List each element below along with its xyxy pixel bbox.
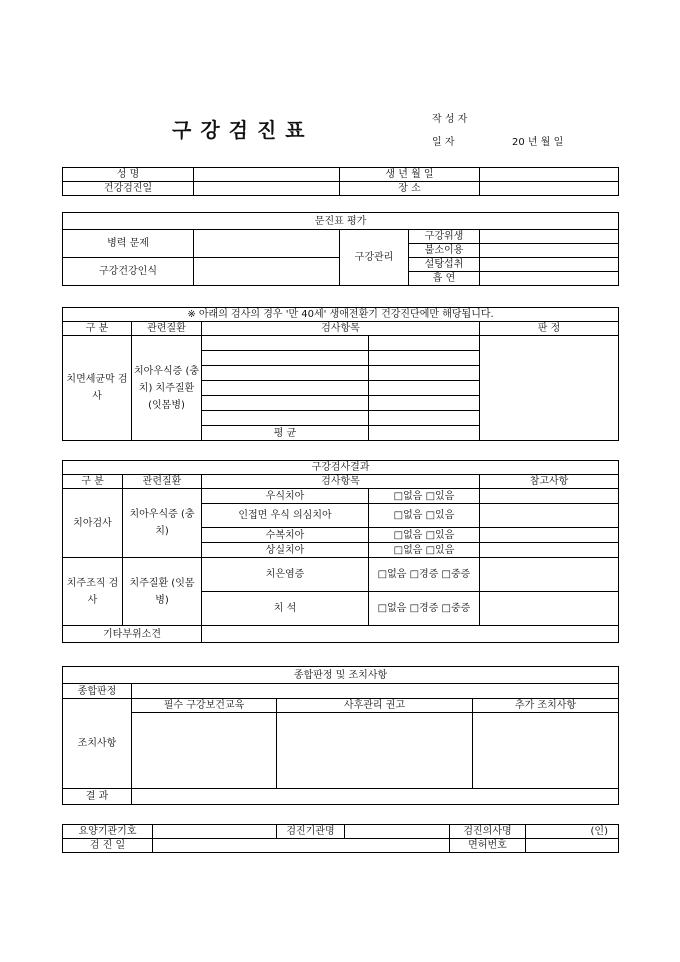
item-cell[interactable] (202, 396, 369, 411)
oral-care-field[interactable] (480, 230, 619, 244)
result-field[interactable] (132, 789, 619, 805)
item-cell[interactable] (202, 336, 369, 351)
result-item: 상실치아 (202, 543, 369, 558)
result-options[interactable]: □없음 □있음 (369, 543, 480, 558)
additional-field[interactable] (473, 713, 619, 789)
exam-day-label: 검 진 일 (63, 839, 153, 853)
result-options[interactable]: □없음 □있음 (369, 504, 480, 528)
reference-field[interactable] (480, 592, 619, 626)
col-education: 필수 구강보건교육 (132, 699, 277, 713)
awareness-field[interactable] (194, 258, 340, 286)
doctor-seal[interactable]: (인) (526, 825, 619, 839)
item-cell[interactable] (369, 381, 480, 396)
name-label: 성 명 (63, 168, 194, 182)
exam-date-field[interactable] (194, 182, 340, 196)
result-options[interactable]: □없음 □경증 □중증 (369, 558, 480, 592)
other-findings-label: 기타부위소견 (63, 626, 202, 643)
questionnaire-title: 문진표 평가 (63, 213, 619, 230)
birth-field[interactable] (480, 168, 619, 182)
col-followup: 사후관리 권고 (277, 699, 473, 713)
institution-code-label: 요양기관기호 (63, 825, 153, 839)
col-reference: 참고사항 (480, 475, 619, 489)
institution-code-field[interactable] (153, 825, 277, 839)
age40-notice: ※ 아래의 검사의 경우 '만 40세' 생애전환기 건강진단에만 해당됩니다. (63, 308, 619, 322)
institution-name-label: 검진기관명 (277, 825, 345, 839)
result-item: 치은염증 (202, 558, 369, 592)
average-label: 평 균 (202, 426, 369, 441)
judgment-label: 종합판정 (63, 684, 132, 699)
item-cell[interactable] (369, 411, 480, 426)
oral-care-field[interactable] (480, 244, 619, 258)
oral-care-label: 구강관리 (340, 230, 409, 286)
result-label: 결 과 (63, 789, 132, 805)
perio-exam-label: 치주조직 검 사 (63, 558, 123, 626)
item-cell[interactable] (202, 351, 369, 366)
exam-date-label: 건강검진일 (63, 182, 194, 196)
result-item: 수복치아 (202, 528, 369, 543)
disease-field[interactable] (194, 230, 340, 258)
questionnaire-table (62, 212, 619, 286)
results-table (62, 460, 619, 643)
footer-table (62, 824, 619, 853)
action-label: 조치사항 (63, 699, 132, 789)
perio-disease-label: 치주질환 (잇몸병) (123, 558, 202, 626)
doctor-name-label: 검진의사명 (450, 825, 526, 839)
col-disease: 관련질환 (132, 322, 202, 336)
summary-table (62, 666, 619, 805)
reference-field[interactable] (480, 543, 619, 558)
license-label: 면허번호 (450, 839, 526, 853)
tooth-exam-label: 치아검사 (63, 489, 123, 558)
judgment-field[interactable] (132, 684, 619, 699)
col-category: 구 분 (63, 475, 123, 489)
col-judgment: 판 정 (480, 322, 619, 336)
reference-field[interactable] (480, 489, 619, 504)
item-cell[interactable] (369, 366, 480, 381)
date-value: 20 년 월 일 (512, 137, 564, 148)
page-title: 구강검진표 (172, 118, 314, 142)
reference-field[interactable] (480, 558, 619, 592)
summary-title: 종합판정 및 조치사항 (63, 667, 619, 684)
item-cell[interactable] (369, 396, 480, 411)
education-field[interactable] (132, 713, 277, 789)
oral-care-item: 설탕섭취 (409, 258, 480, 272)
personal-info-table (62, 167, 619, 196)
place-field[interactable] (480, 182, 619, 196)
result-item: 우식치아 (202, 489, 369, 504)
followup-field[interactable] (277, 713, 473, 789)
disease-label: 병력 문제 (63, 230, 194, 258)
name-field[interactable] (194, 168, 340, 182)
result-item: 치 석 (202, 592, 369, 626)
institution-name-field[interactable] (345, 825, 450, 839)
result-item: 인접면 우식 의심치아 (202, 504, 369, 528)
col-items: 검사항목 (202, 475, 480, 489)
item-cell[interactable] (369, 351, 480, 366)
license-field[interactable] (526, 839, 619, 853)
result-options[interactable]: □없음 □있음 (369, 528, 480, 543)
oral-care-item: 구강위생 (409, 230, 480, 244)
date-label: 일 자 (432, 137, 455, 148)
col-items: 검사항목 (202, 322, 480, 336)
oral-care-field[interactable] (480, 258, 619, 272)
result-options[interactable]: □없음 □있음 (369, 489, 480, 504)
item-cell[interactable] (202, 381, 369, 396)
result-options[interactable]: □없음 □경증 □중증 (369, 592, 480, 626)
reference-field[interactable] (480, 504, 619, 528)
plaque-category: 치면세균막 검 사 (63, 336, 132, 441)
oral-care-item: 불소이용 (409, 244, 480, 258)
oral-care-field[interactable] (480, 272, 619, 286)
average-field[interactable] (369, 426, 480, 441)
tooth-disease-label: 치아우식증 (충치) (123, 489, 202, 558)
item-cell[interactable] (202, 411, 369, 426)
author-label: 작 성 자 (432, 114, 468, 125)
judgment-field[interactable] (480, 336, 619, 441)
place-label: 장 소 (340, 182, 480, 196)
plaque-disease: 치아우식증 (충치) 치주질환 (잇몸병) (132, 336, 202, 441)
item-cell[interactable] (202, 366, 369, 381)
birth-label: 생 년 월 일 (340, 168, 480, 182)
oral-care-item: 흡 연 (409, 272, 480, 286)
col-additional: 추가 조치사항 (473, 699, 619, 713)
other-findings-field[interactable] (202, 626, 619, 643)
awareness-label: 구강건강인식 (63, 258, 194, 286)
reference-field[interactable] (480, 528, 619, 543)
col-category: 구 분 (63, 322, 132, 336)
item-cell[interactable] (369, 336, 480, 351)
col-disease: 관련질환 (123, 475, 202, 489)
exam-day-field[interactable] (153, 839, 450, 853)
results-title: 구강검사결과 (63, 461, 619, 475)
plaque-test-table (62, 307, 619, 441)
